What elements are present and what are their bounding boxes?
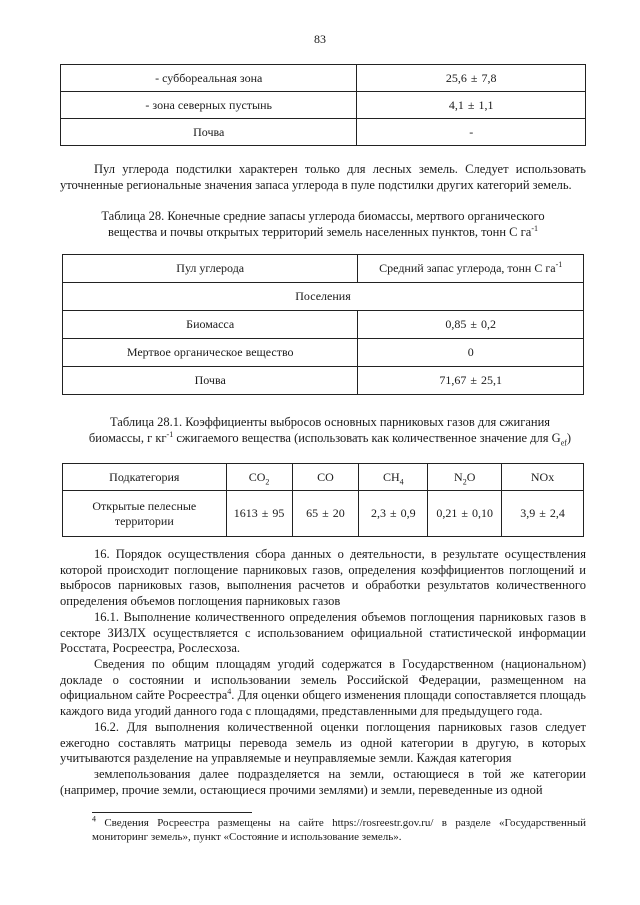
pool-value: 0,85 ± 0,2 [358, 311, 584, 339]
zone-value: 4,1 ± 1,1 [357, 92, 586, 119]
header-co: CO [292, 464, 359, 491]
zone-label: - суббореальная зона [61, 65, 357, 92]
header-n2o: $N_2O$ [428, 464, 502, 491]
co-value: 65 ± 20 [292, 491, 359, 537]
carbon-zones-table [60, 64, 586, 146]
header-co2: $CO_2$ [226, 464, 292, 491]
page-number: 83 [314, 32, 326, 46]
pool-value: 71,67 ± 25,1 [358, 367, 584, 395]
zone-value: - [357, 119, 586, 146]
section-label: Поселения [63, 283, 584, 311]
nox-value: 3,9 ± 2,4 [502, 491, 584, 537]
header-subcategory: Подкатегория [63, 464, 227, 491]
land-use-paragraph: землепользования далее подразделяется на земли, остающиеся в той же категории (например, прочие земли, остающиеся прочими землями) и земли, переведенные из одной [60, 767, 586, 797]
table-row [63, 367, 584, 395]
table28 [62, 254, 584, 395]
section-16-1-paragraph: 16.1. Выполнение количественного определения объемов поглощения парниковых газов в секторе ЗИЗЛХ осуществляется с использованием официальной статистической информации Росстата, Росреестра, Рослесхоза. [60, 610, 586, 656]
litter-paragraph: Пул углерода подстилки характерен только для лесных земель. Следует использовать уточненные региональные значения запаса углерода в пуле подстилки других категорий земель. [60, 162, 586, 192]
table281 [62, 463, 584, 537]
co2-value: 1613 ± 95 [226, 491, 292, 537]
footnote-divider [92, 812, 252, 813]
pool-label: Биомасса [63, 311, 358, 339]
zone-value: 25,6 ± 7,8 [357, 65, 586, 92]
section-16-paragraph: 16. Порядок осуществления сбора данных о деятельности, в результате осуществления которой происходит поглощение парниковых газов, определения коэффициентов поглощений и выбросов парниковых газов, выполнения расчетов и обработки результатов количественного определения объемов поглощения парниковых газов [60, 547, 586, 608]
n2o-value: 0,21 ± 0,10 [428, 491, 502, 537]
pool-label: Почва [63, 367, 358, 395]
table-row [61, 119, 586, 146]
header-pool: Пул углерода [63, 255, 358, 283]
row-subcategory: Открытые пелесные территории [63, 491, 227, 537]
table-row [61, 92, 586, 119]
section-16-2-paragraph: 16.2. Для выполнения количественной оценки поглощения парниковых газов следует ежегодно составлять матрицы перевода земель из одной категории в другую, в которых учитываются разделение на управляемые и неуправляемые земли. Каждая категория [60, 720, 586, 766]
zone-label: Почва [61, 119, 357, 146]
header-nox: NOx [502, 464, 584, 491]
ch4-value: 2,3 ± 0,9 [359, 491, 428, 537]
footnote: $^4$ Сведения Росреестра размещены на сайте https://rosreestr.gov.ru/ в разделе «Государственный мониторинг земель», пункт «Состояние и использование земель». [92, 814, 586, 843]
table-section-row [63, 283, 584, 311]
table-header-row [63, 255, 584, 283]
table-row [63, 339, 584, 367]
table-row [61, 65, 586, 92]
pool-value: 0 [358, 339, 584, 367]
zone-label: - зона северных пустынь [61, 92, 357, 119]
header-mean: Средний запас углерода, тонн С $га^{-1}$ [358, 255, 584, 283]
table28-caption: Таблица 28. Конечные средние запасы углерода биомассы, мертвого органического вещества и почвы открытых территорий земель населенных пунктов, тонн С $га^{-1}$ [101, 209, 545, 239]
table-header-row [63, 464, 584, 491]
header-ch4: $CH_4$ [359, 464, 428, 491]
pool-label: Мертвое органическое вещество [63, 339, 358, 367]
table281-caption: Таблица 28.1. Коэффициенты выбросов основных парниковых газов для сжигания биомассы, г $кг^{-1}$ сжигаемого вещества (использовать как количественное значение для $G_{ef}$) [88, 415, 572, 448]
table-row [63, 311, 584, 339]
table-row [63, 491, 584, 537]
statistics-paragraph: Сведения по общим площадям угодий содержатся в Государственном (национальном) докладе о состоянии и использовании земель Российской Федерации, размещенном на официальном сайте Росреестра$^4$. Для оценки общего изменения площади сопоставляется площадь каждого вида угодий данного года с площадями, представленными для предыдущего года. [60, 657, 586, 718]
